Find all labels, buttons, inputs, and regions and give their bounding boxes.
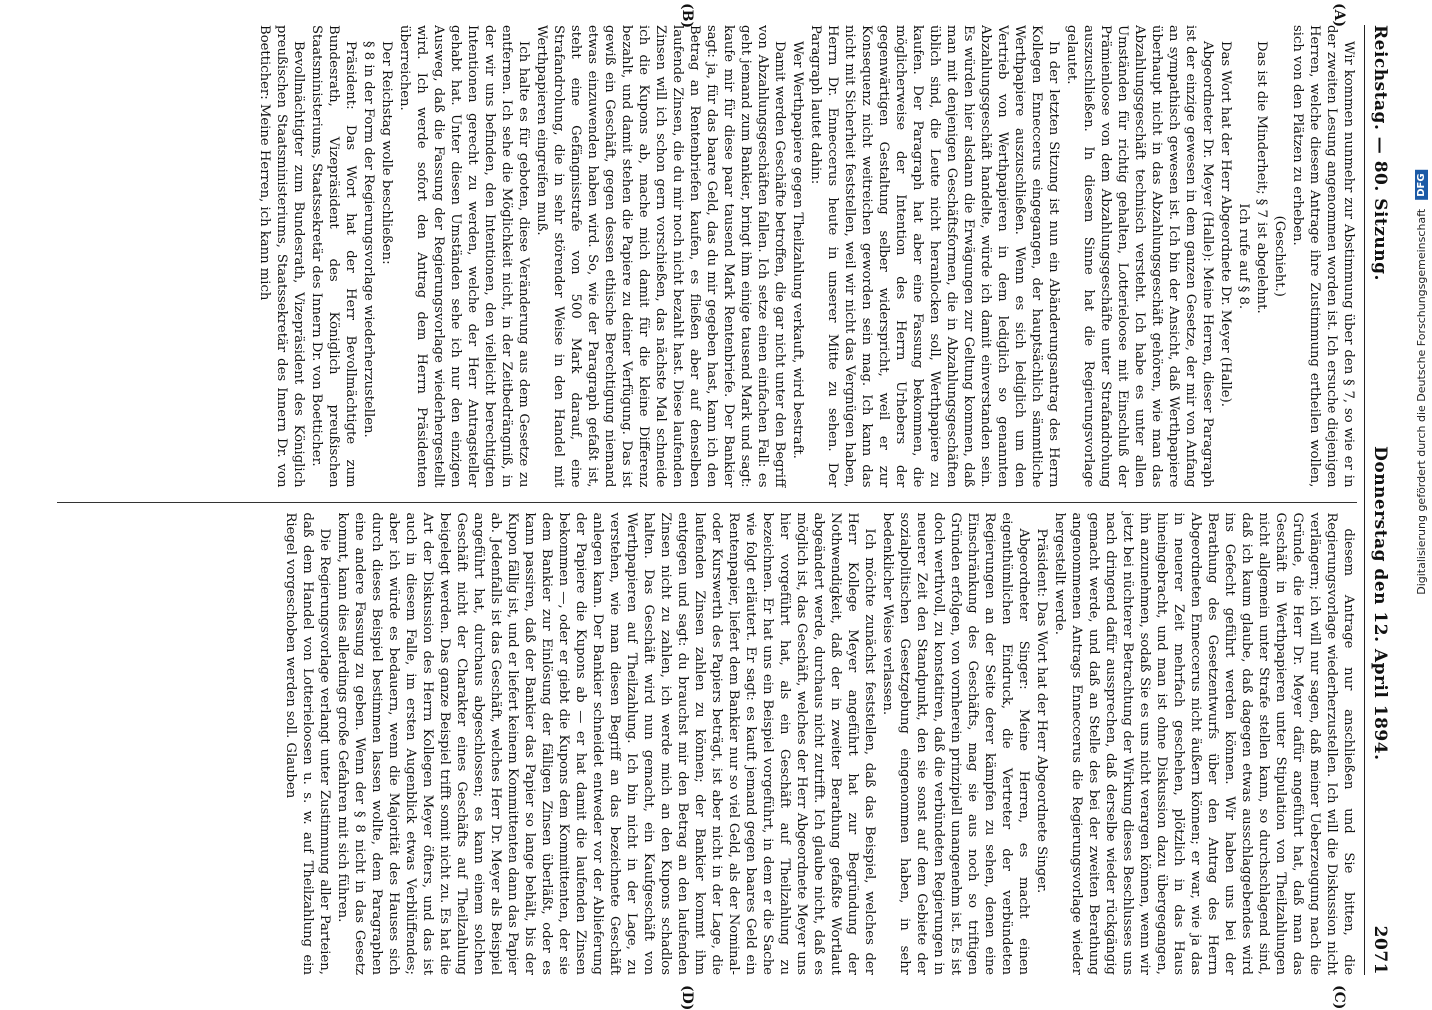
right-column-paragraph: Ich möchte zunächst feststellen, daß das Beispiel, welches der Herr Kollege Meyer angeführt hat zur Begründung der Nothwendigkeit, daß der in zweiter Berathung gefaßte Wortlaut abgeändert werde, durchaus nicht zutrifft. Ich glaube nicht, daß es möglich ist, das Geschäft, welches der Herr Abgeordnete Meyer uns hier vorgeführt hat, als ein Geschäft auf Theilzahlung zu bezeichnen. Er hat uns ein Beispiel vorgeführt, in dem er die Sache wie folgt erläutert. Er sagt: es kauft jemand gegen baares Geld ein Rentenpapier, liefert dem Bankier nur so viel Geld, als der Nominal- oder Kurswerth des Papiers beträgt, ist aber nicht in der Lage, die laufenden Zinsen zahlen zu können; der Bankier kommt ihm entgegen und sagt: du brauchst mir den Betrag an den laufenden Zinsen nicht zu zahlen, ich werde mich an den Kupons schadlos halten. Das Geschäft wird nun gemacht, ein Kaufgeschäft von Werthpapieren auf Theilzahlung. Ich bin nicht in der Lage, zu verstehen, wie man diesen Begriff an das bezeichnete Geschäft anlegen kann. Der Bankier schneidet entweder vor der Ablieferung der Papiere die Kupons ab — er hat damit die laufenden Zinsen bekommen —, oder er giebt die Kupons dem Kommittenten, der sie dem Bankier zur Einlösung der fälligen Zinsen überläßt, oder es kann passiren, daß der Bankier das Papier so lange behält, bis der Kupon fällig ist, und er liefert keinem Kommittenten dann das Papier ab. Jedenfalls ist das Geschäft, welches Herr Dr. Meyer als Beispiel angeführt hat, durchaus abgeschlossen; es kann einem solchen Geschäft nicht der Charakter eines Geschäfts auf Theilzahlung beigelegt werden. Das ganze Beispiel trifft somit nicht zu. Es hat die Art der Diskussion des Herrn Kollegen Meyer öfters, und das ist auch in diesem Falle, im ersten Augenblick etwas Verblüffendes; aber ich würde es bedauern, wenn die Majorität des Hauses sich durch dieses Beispiel bestimmen lassen wollte, dem Paragraphen eine andere Fassung zu geben. Wenn der § 8 nicht in das Gesetz kommt, kann dies allerdings große Gefahren mit sich führen.: [335, 512, 877, 975]
left-column-paragraph: Wir kommen nunmehr zur Abstimmung über den § 7, so wie er in der zweiten Lesung angenommen worden ist. Ich ersuche diejenigen Herren, welche diesem Antrage ihre Zustimmung ertheilen wollen, sich von den Plätzen zu erheben.: [1290, 25, 1356, 488]
left-column-paragraph: Das ist die Minderheit; § 7 ist abgelehnt.: [1254, 41, 1269, 314]
page-header: [1364, 25, 1395, 975]
margin-marker-b: (B): [679, 3, 695, 29]
digitization-note: [1415, 170, 1428, 595]
left-column-paragraph: Der Reichstag wolle beschließen:: [379, 41, 394, 265]
digitization-text: Digitalisierung gefördert durch die Deutsche Forschungsgemeinschaft: [1415, 208, 1428, 595]
left-column-paragraph: Das Wort hat der Herr Abgeordnete Dr. Meyer (Halle).: [1218, 41, 1233, 407]
margin-marker-d: (D): [679, 985, 695, 1010]
left-column-paragraph: § 8 in der Form der Regierungsvorlage wiederherzustellen.: [361, 41, 376, 438]
left-column-paragraph: In der letzten Sitzung ist nun ein Abänderungsantrag des Herrn Kollegen Enneccerus eingegangen, der hauptsächlich sämmtliche Werthpapiere auszuschließen. Wenn es sich lediglich um den Vertrieb von Werthpapieren in dem lediglich so genannten Abzahlungsgeschäft handelte, würde ich damit einverstanden sein. Es würden hier alsdann die Erwägungen zur Geltung kommen, daß man mit denjenigen Geschäftsformen, die in Abzahlungsgeschäften üblich sind, die Leute nicht heranlocken soll, Werthpapiere zu kaufen. Der Paragraph hat aber eine Fassung bekommen, die möglicherweise der Intention des Herrn Urhebers der gegenwärtigen Gestaltung selber widerspricht, weil er zur Konsequenz nicht weitreichen geworden sein mag. Ich kann das nicht mit Sicherheit feststellen, weil wir nicht das Vergnügen haben, Herrn Dr. Enneccerus heute in unserer Mitte zu sehen. Der Paragraph lautet dahin:: [808, 25, 1061, 488]
dfg-logo: DFG: [1415, 170, 1428, 199]
left-column-paragraph: (Geschieht.): [1272, 215, 1287, 297]
left-column-paragraph: Präsident: Das Wort hat der Herr Bevollmächtigte zum Bundesrath, Vizepräsident des Königlich preußischen Staatsministeriums, Staatssekretär des Innern Dr. von Boetticher.: [309, 25, 358, 488]
left-column-paragraph: Ich rufe auf § 8.: [1236, 203, 1251, 310]
left-column: [57, 25, 1357, 488]
left-column-paragraph: Wer Werthpapiere gegen Theilzahlung verkauft, wird bestraft.: [790, 41, 805, 459]
page-number: 2071: [1370, 925, 1390, 975]
left-column-paragraph: Damit werden Geschäfte betroffen, die gar nicht unter den Begriff von Abzahlungsgeschäften fallen. Ich setze einen einfachen Fall: es geht jemand zum Bankier, bringt ihm einige tausend Mark und sagt: kaufe mir für diese paar tausend Mark Rentenbriefe. Der Bankier sagt: ja, für das baare Geld, das du mir gegeben hast, kann ich den Betrag an Rentenbriefen kaufen, es fließen aber auf denselben laufende Zinsen, die du mir noch nicht bezahlt hast. Diese laufenden Zinsen will ich schon gern vorschießen, das nächste Mal schneide ich die Kupons ab, mache mich damit für die kleine Differenz bezahlt, und damit stehen die Papiere zu deiner Verfügung. Das ist gewiß ein Geschäft, gegen dessen ethische Berechtigung niemand etwas einzuwenden haben wird. So, wie der Paragraph gefaßt ist, steht eine Gefängnisstrafe von 500 Mark darauf, eine Strafandrohung, die in sehr störender Weise in den Handel mit Werthpapieren eingreifen muß.: [534, 25, 787, 488]
right-column-paragraph: Präsident: Das Wort hat der Herr Abgeordnete Singer.: [1034, 528, 1049, 894]
right-column-paragraph: Abgeordneter Singer: Meine Herren, es macht einen eigenthümlichen Eindruck, die Vertreter der verbündeten Regierungen an der Seite derer kämpfen zu sehen, denen eine Einschränkung des Geschäfts, mag sie aus noch so triftigen Gründen erfolgen, von vornherein prinzipiell unangenehm ist. Es ist doch werthvoll, zu konstatiren, daß die verbündeten Regierungen in neuerer Zeit den Standpunkt, den sie sonst auf dem Gebiete der sozialpolitischen Gesetzgebung eingenommen haben, in sehr bedenklicher Weise verlassen.: [880, 512, 1031, 975]
text-columns: [57, 25, 1357, 975]
right-column: [57, 502, 1357, 976]
right-column-paragraph: diesem Antrage nur anschließen und Sie bitten, die Regierungsvorlage wiederherzustellen. Ich will die Diskussion nicht verlängern; ich will nur sagen, daß meiner Ueberzeugung nach die Gründe, die Herr Dr. Meyer dafür angeführt hat, daß man das Geschäft in Werthpapieren unter Stipulation von Theilzahlungen nicht allgemein unter Strafe stellen kann, so durchschlagend sind, daß ich kaum glaube, daß dagegen etwas ausschlaggebendes wird ins Gefecht geführt werden können. Wir haben uns bei der Berathung des Gesetzentwurfs über den Antrag des Herrn Abgeordneten Enneccerus nicht äußern können; er war, wie ja das in neuerer Zeit mehrfach geschehen, plötzlich in das Haus hineingebracht, und man ist ohne Diskussion dazu übergegangen, ihn anzunehmen, sodaß Sie es uns nicht verargen können, wenn wir jetzt bei nüchterer Betrachtung der Wirkung dieses Beschlusses uns nach dringend dafür aussprechen, daß derselbe wieder rückgängig gemacht werde, und daß an Stelle des bei der zweiten Berathung angenommenen Antrags Enneccerus die Regierungsvorlage wieder hergestellt werde.: [1052, 512, 1356, 975]
right-column-paragraph: Die Regierungsvorlage verlangt unter Zustimmung aller Parteien, daß dem Handel von Lotterieloosen u. s. w. auf Theilzahlung ein Riegel vorgeschoben werden soll. Glauben: [283, 512, 332, 975]
left-column-paragraph: Bevollmächtigter zum Bundesrath, Vizepräsident des Königlich preußischen Staatsministeriums, Staatssekretär des Innern Dr. von Boetticher: Meine Herren, ich kann mich: [257, 25, 306, 488]
margin-marker-c: (C): [1331, 985, 1347, 1010]
rotated-page-content: [45, 3, 1395, 1010]
header-date: Donnerstag den 12. April 1894.: [1370, 446, 1390, 761]
left-column-paragraph: Abgeordneter Dr. Meyer (Halle): Meine Herren, dieser Paragraph ist der einzige gewesen in dem ganzen Gesetze, der mir von Anfang an sympathisch gewesen ist. Ich bin der Ansicht, daß Werthpapiere überhaupt nicht in das Abzahlungsgeschäft gehören, wie man das Abzahlungsgeschäft technisch versteht. Ich habe es unter allen Umständen für richtig gehalten, Lotterieloose mit Einschluß der Prämienloose von dem Abzahlungsgeschäfte unter Strafandrohung auszuschließen. In diesem Sinne hat die Regierungsvorlage gelautet.: [1064, 25, 1215, 488]
header-left: Reichstag. — 80. Sitzung.: [1370, 25, 1390, 281]
scanned-page: [30, 3, 1410, 1010]
left-column-paragraph: Ich halte es für geboten, diese Veränderung aus dem Gesetze zu entfernen. Ich sehe die Möglichkeit nicht, in der Zeitbedrängniß, in der wir uns befinden, den Intentionen, den vielleicht berechtigten Intentionen gerecht zu werden, welche der Herr Antragsteller gehabt hat. Unter diesen Umständen sehe ich nur den einzigen Ausweg, daß die Fassung der Regierungsvorlage wiederhergestellt wird. Ich werde sofort den Antrag dem Herrn Präsidenten überreichen.: [397, 25, 531, 488]
margin-marker-a: (A): [1331, 3, 1347, 28]
